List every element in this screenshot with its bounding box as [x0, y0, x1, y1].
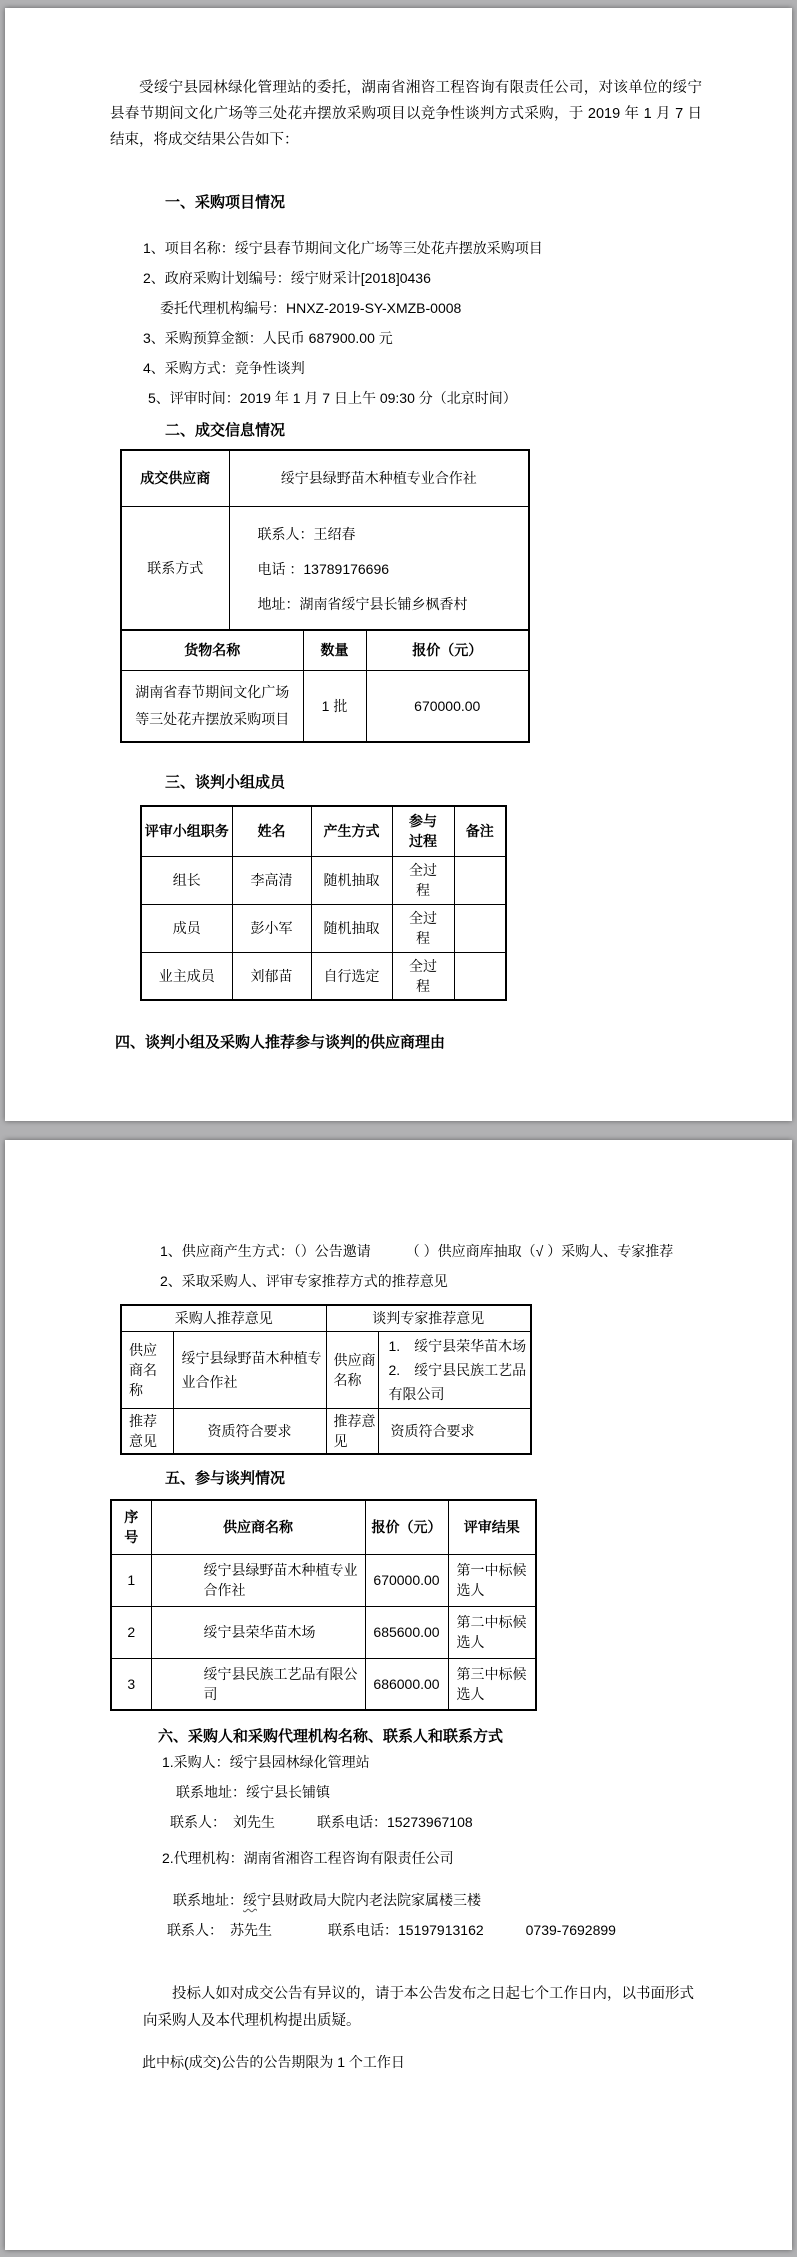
award-supplier-name: 绥宁县绿野苗木种植专业合作社	[229, 450, 529, 506]
buyer-recommendation-header: 采购人推荐意见	[121, 1305, 326, 1331]
table-row	[121, 450, 529, 506]
panel-method-header: 产生方式	[311, 806, 392, 856]
award-supplier-label: 成交供应商	[121, 450, 229, 506]
section-2-heading: 二、成交信息情况	[165, 422, 286, 439]
table-row	[141, 856, 506, 904]
supplier-source-line: 1、供应商产生方式：（）公告邀请 （ ）供应商库抽取（√ ）采购人、专家推荐	[160, 1243, 674, 1259]
page-1	[5, 8, 792, 1121]
expert-supplier-names	[378, 1331, 531, 1408]
panel-participation-header: 参与过程	[392, 806, 454, 856]
agency-address-line	[173, 1885, 707, 1915]
buyer-supplier-name: 绥宁县绿野苗木种植专业合作社	[173, 1331, 326, 1408]
contact-details-cell	[229, 506, 529, 630]
recommendation-method-line: 2、采取采购人、评审专家推荐方式的推荐意见	[160, 1273, 448, 1289]
table-row	[111, 1554, 536, 1606]
result-review-header: 评审结果	[448, 1500, 536, 1554]
table-row	[121, 1331, 531, 1408]
section-1-heading: 一、采购项目情况	[165, 194, 286, 211]
contact-method-label: 联系方式	[121, 506, 229, 630]
negotiation-panel-table	[140, 805, 507, 1001]
result-supplier-cell: 绥宁县民族工艺品有限公司	[151, 1658, 365, 1710]
section-4-heading: 四、谈判小组及采购人推荐参与谈判的供应商理由	[115, 1034, 446, 1051]
negotiation-result-table	[110, 1499, 537, 1711]
panel-name-cell: 李高清	[232, 856, 311, 904]
panel-note-cell	[454, 904, 506, 952]
table-row	[111, 1606, 536, 1658]
review-time-line: 5、评审时间：2019 年 1 月 7 日上午 09:30 分（北京时间）	[148, 390, 517, 406]
panel-method-cell: 自行选定	[311, 952, 392, 1000]
agency-name-line: 2.代理机构：湖南省湘咨工程咨询有限责任公司	[162, 1850, 454, 1866]
table-row	[111, 1500, 536, 1554]
buyer-opinion-label: 推荐意见	[121, 1408, 173, 1454]
result-price-cell: 685600.00	[365, 1606, 448, 1658]
budget-amount-line: 3、采购预算金额：人民币 687900.00 元	[143, 330, 393, 346]
table-row	[121, 506, 529, 630]
panel-method-cell: 随机抽取	[311, 856, 392, 904]
goods-table	[120, 629, 530, 743]
goods-qty-header: 数量	[303, 630, 366, 670]
goods-price-header: 报价（元）	[366, 630, 529, 670]
intro-paragraph: 受绥宁县园林绿化管理站的委托，湖南省湘咨工程咨询有限责任公司，对该单位的绥宁县春节期间文化广场等三处花卉摆放采购项目以竞争性谈判方式采购，于 2019 年 1 月 7 日结束，将成交结果公告如下：	[110, 80, 702, 148]
panel-participation-cell: 全过程	[392, 904, 454, 952]
panel-name-cell: 刘郁苗	[232, 952, 311, 1000]
panel-method-cell: 随机抽取	[311, 904, 392, 952]
panel-note-header: 备注	[454, 806, 506, 856]
result-no-cell: 3	[111, 1658, 151, 1710]
goods-name-header: 货物名称	[121, 630, 303, 670]
expert-supplier-2: 2. 绥宁县民族工艺品有限公司	[388, 1361, 527, 1402]
expert-opinion-label: 推荐意见	[326, 1408, 378, 1454]
table-row	[121, 630, 529, 670]
agency-address-rest: 宁县财政局大院内老法院家属楼三楼	[257, 1892, 481, 1908]
goods-name-cell: 湖南省春节期间文化广场等三处花卉摆放采购项目	[121, 670, 303, 742]
table-row	[121, 1305, 531, 1331]
result-no-cell: 2	[111, 1606, 151, 1658]
recommendation-table	[120, 1304, 532, 1455]
award-info-table	[120, 449, 530, 631]
panel-participation-cell: 全过程	[392, 856, 454, 904]
table-row	[141, 952, 506, 1000]
contact-address: 地址：湖南省绥宁县长铺乡枫香村	[257, 595, 468, 612]
contact-phone: 电话 ：13789176696	[257, 560, 390, 577]
result-no-header: 序号	[111, 1500, 151, 1554]
table-row	[121, 1408, 531, 1454]
panel-role-cell: 成员	[141, 904, 232, 952]
agency-address-label: 联系地址：	[173, 1892, 243, 1908]
result-price-header: 报价（元）	[365, 1500, 448, 1554]
expert-recommendation-header: 谈判专家推荐意见	[326, 1305, 531, 1331]
panel-role-header: 评审小组职务	[141, 806, 232, 856]
result-review-cell: 第二中标候选人	[448, 1606, 536, 1658]
agency-reference-number-line: 委托代理机构编号：HNXZ-2019-SY-XMZB-0008	[160, 300, 462, 316]
expert-supplier-1: 1. 绥宁县荣华苗木场	[388, 1337, 527, 1354]
agency-address-marked-char: 绥	[243, 1892, 257, 1908]
panel-name-cell: 彭小军	[232, 904, 311, 952]
table-row	[141, 806, 506, 856]
table-row	[121, 670, 529, 742]
objection-paragraph: 投标人如对成交公告有异议的，请于本公告发布之日起七个工作日内，以书面形式向采购人及本代理机构提出质疑。	[143, 1986, 694, 2029]
section-6-heading: 六、采购人和采购代理机构名称、联系人和联系方式	[158, 1728, 504, 1745]
result-supplier-cell: 绥宁县绿野苗木种植专业合作社	[151, 1554, 365, 1606]
panel-role-cell: 组长	[141, 856, 232, 904]
page-2	[5, 1140, 792, 2250]
buyer-opinion: 资质符合要求	[173, 1408, 326, 1454]
result-supplier-header: 供应商名称	[151, 1500, 365, 1554]
panel-note-cell	[454, 952, 506, 1000]
agency-contact-line: 联系人： 苏先生 联系电话：15197913162 0739-7692899	[167, 1922, 616, 1938]
result-review-cell: 第三中标候选人	[448, 1658, 536, 1710]
buyer-supplier-label: 供应商名称	[121, 1331, 173, 1408]
table-row	[141, 904, 506, 952]
buyer-address-line: 联系地址：绥宁县长铺镇	[176, 1784, 330, 1800]
expert-supplier-label: 供应商名称	[326, 1331, 378, 1408]
section-5-heading: 五、参与谈判情况	[165, 1470, 286, 1487]
result-review-cell: 第一中标候选人	[448, 1554, 536, 1606]
section-3-heading: 三、谈判小组成员	[165, 774, 286, 791]
expert-opinion: 资质符合要求	[378, 1408, 531, 1454]
panel-name-header: 姓名	[232, 806, 311, 856]
buyer-name-line: 1.采购人：绥宁县园林绿化管理站	[162, 1754, 370, 1770]
project-name-line: 1、项目名称：绥宁县春节期间文化广场等三处花卉摆放采购项目	[143, 240, 543, 256]
table-row	[111, 1658, 536, 1710]
goods-qty-cell: 1 批	[303, 670, 366, 742]
notice-period-line: 此中标(成交)公告的公告期限为 1 个工作日	[142, 2054, 405, 2070]
panel-participation-cell: 全过程	[392, 952, 454, 1000]
panel-role-cell: 业主成员	[141, 952, 232, 1000]
goods-price-cell: 670000.00	[366, 670, 529, 742]
panel-note-cell	[454, 856, 506, 904]
buyer-contact-line: 联系人： 刘先生 联系电话：15273967108	[170, 1814, 473, 1830]
procurement-plan-number-line: 2、政府采购计划编号：绥宁财采计[2018]0436	[143, 270, 431, 286]
contact-person: 联系人：王绍春	[257, 525, 356, 542]
result-price-cell: 670000.00	[365, 1554, 448, 1606]
result-supplier-cell: 绥宁县荣华苗木场	[151, 1606, 365, 1658]
procurement-method-line: 4、采购方式：竞争性谈判	[143, 360, 305, 376]
result-no-cell: 1	[111, 1554, 151, 1606]
result-price-cell: 686000.00	[365, 1658, 448, 1710]
